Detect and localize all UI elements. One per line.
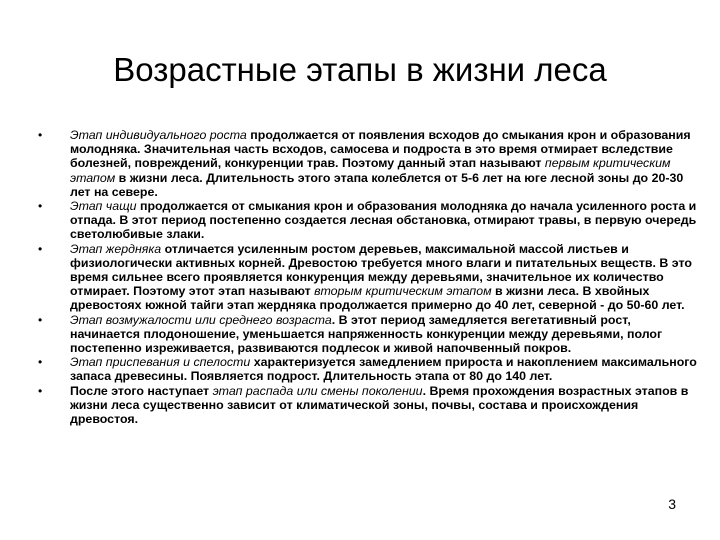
term-emphasis: Этап индивидуального роста	[70, 128, 247, 142]
bullet-item	[38, 242, 698, 313]
term-emphasis: Этап чащи	[70, 199, 137, 214]
bullet-icon: •	[38, 199, 43, 214]
term-emphasis: первым критическим этапом	[70, 156, 671, 185]
body-text: характеризуется замедлением прироста и накоплением максимального запаса древесины. Появляется подрост. Длительность этапа от 80 до 140 лет.	[70, 355, 697, 384]
bullet-item	[38, 128, 698, 199]
body-text: . В этот период замедляется вегетативный рост, начинается плодоношение, уменьшается напряженность конкуренции между деревьями, полог постепенно изреживается, развиваются подлесок и живой напочвенный покров.	[70, 312, 663, 356]
bullet-icon: •	[38, 128, 43, 142]
bullet-text	[70, 355, 697, 383]
term-emphasis: Этап приспевания и спелости	[70, 355, 251, 370]
body-text: . Время прохождения возрастных этапов в жизни леса существенно зависит от климатической зоны, почвы, состава и происхождения древостоя.	[70, 383, 689, 427]
bullet-icon: •	[38, 312, 43, 327]
body-text: в жизни леса. В хвойных древостоях южной тайги этап жердняка продолжается примерно до 40 лет, северной - до 50-60 лет.	[70, 284, 685, 313]
term-emphasis: вторым критическим этапом	[314, 284, 492, 299]
bullet-icon: •	[38, 355, 43, 370]
bullet-text	[70, 242, 692, 313]
bullet-item	[38, 384, 698, 427]
bullet-text	[70, 128, 691, 199]
bullet-text	[70, 199, 696, 241]
slide-title: Возрастные этапы в жизни леса	[113, 51, 607, 88]
bullet-text	[70, 313, 662, 355]
term-emphasis: Этап возмужалости или среднего возраста	[70, 312, 332, 327]
bullet-list	[38, 128, 698, 426]
bullet-icon: •	[38, 241, 43, 256]
body-text: После этого наступает	[70, 383, 213, 398]
term-emphasis: этап распада или смены поколении	[212, 383, 423, 398]
bullet-item	[38, 355, 698, 383]
bullet-text	[70, 384, 688, 426]
bullet-item	[38, 199, 698, 242]
body-text: в жизни леса. Длительность этого этапа колеблется от 5-6 лет на юге лесной зоны до 20-30 лет на севере.	[70, 170, 684, 199]
term-emphasis: Этап жердняка	[70, 241, 162, 256]
bullet-icon: •	[38, 383, 43, 398]
bullet-item	[38, 313, 698, 356]
body-text: отличается усиленным ростом деревьев, максимальной массой листьев и физиологически активных корней. Древостою требуется много влаги и питательных веществ. В это время сильнее всего проявляется конкуренция между деревьями, значительное их количество отмирает. Поэтому этот этап называют	[70, 241, 692, 299]
page-number: 3	[668, 496, 676, 512]
body-text: продолжается от смыкания крон и образования молодняка до начала усиленного роста и отпада. В этот период постепенно создается лесная обстановка, отмирают травы, в первую очередь светолюбивые злаки.	[70, 199, 697, 242]
body-text: продолжается от появления всходов до смыкания крон и образования молодняка. Значительная часть всходов, самосева и подроста в это время отмирает вследствие болезней, повреждений, конкуренции трав. Поэтому данный этап называют	[70, 128, 691, 171]
